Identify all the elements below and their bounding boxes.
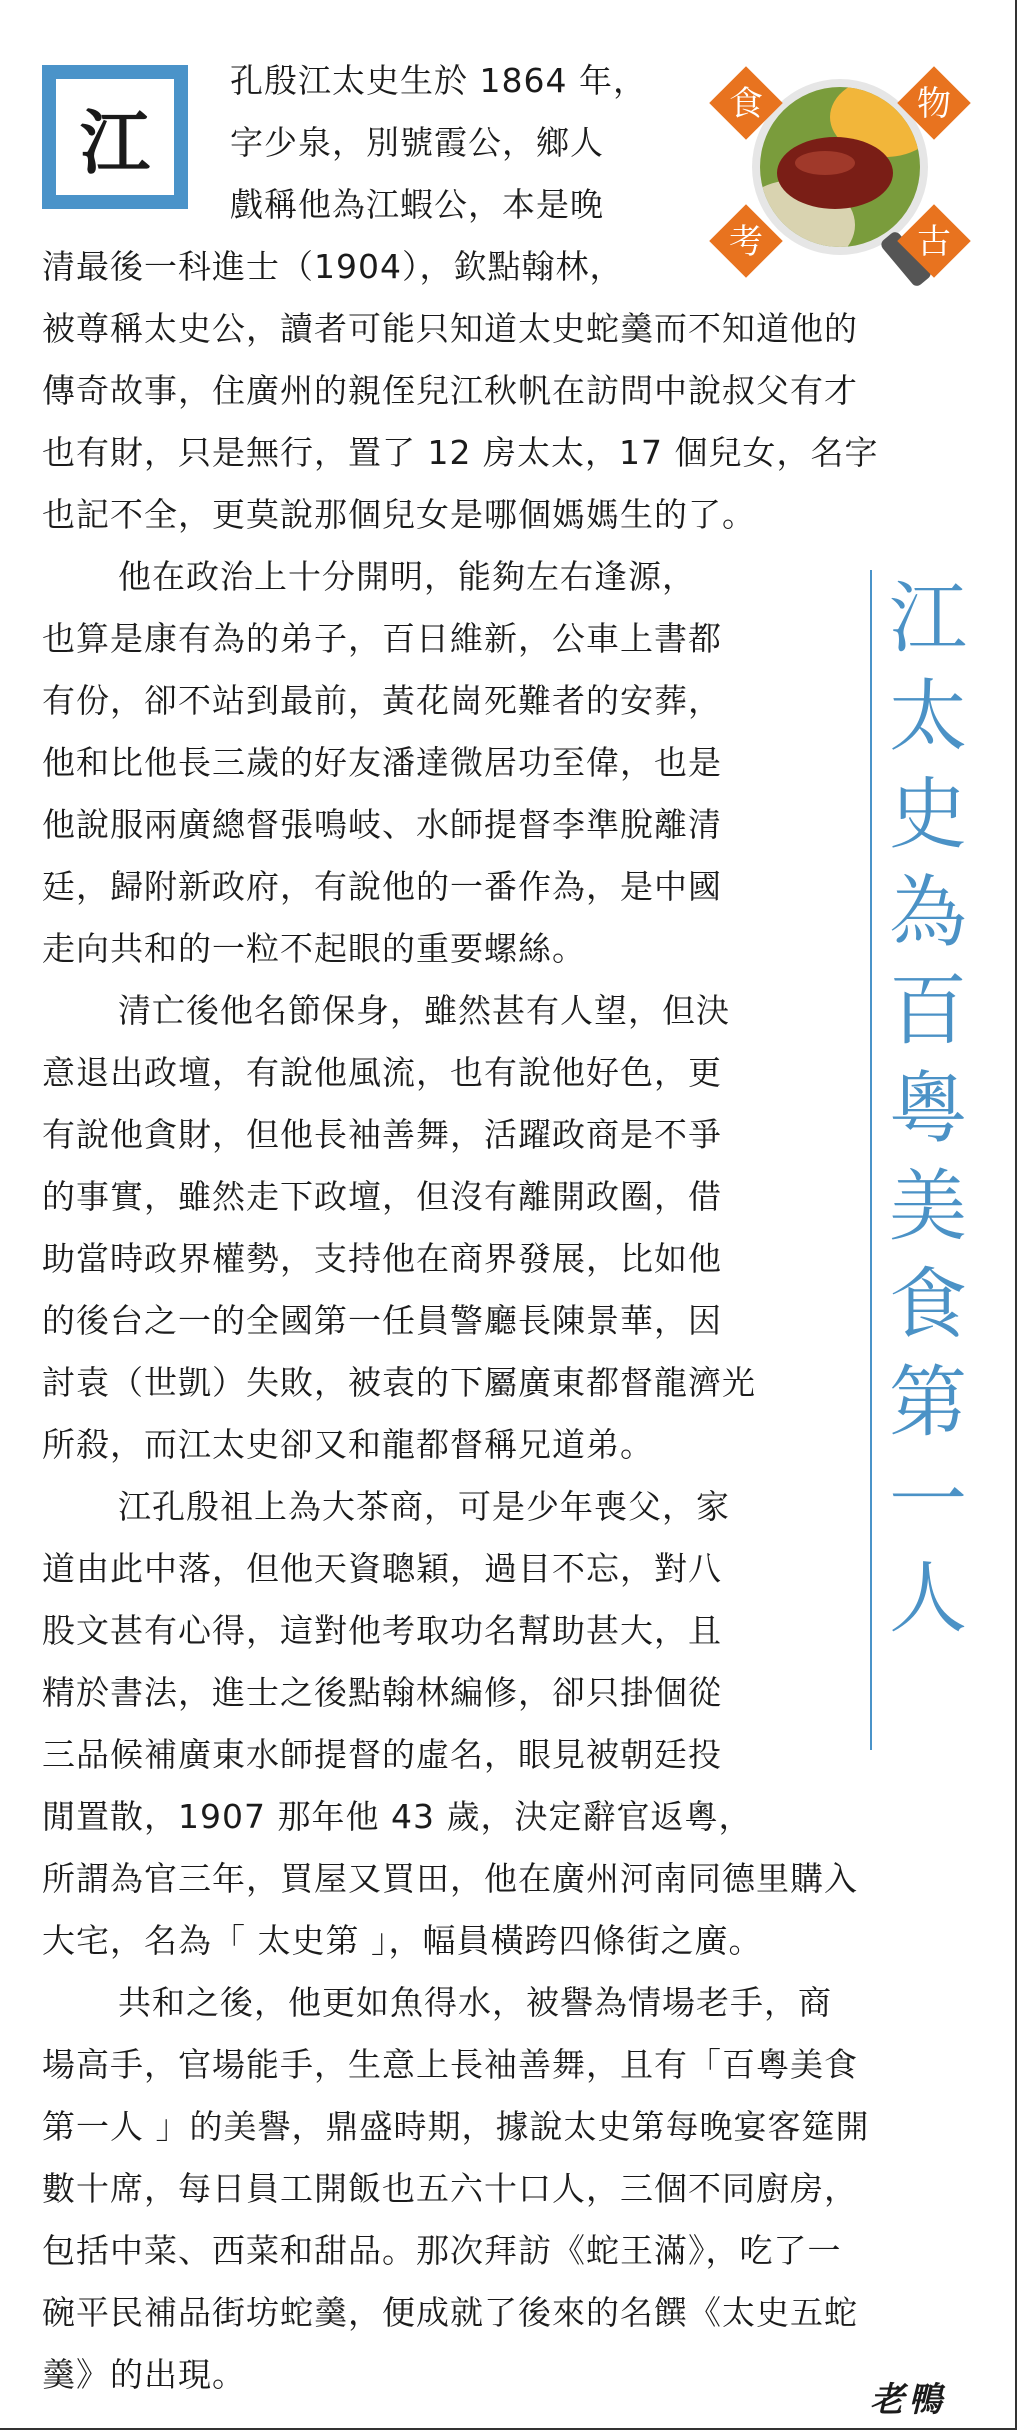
logo-char-kao: 考 bbox=[729, 222, 763, 262]
body-line: 道由此中落，但他天資聰穎，過目不忘，對八 bbox=[42, 1549, 722, 1588]
title-char: 江 bbox=[888, 574, 967, 664]
title-char: 食 bbox=[888, 1260, 967, 1350]
body-line: 第一人 」的美譽，鼎盛時期，據說太史第每晚宴客筵開 bbox=[42, 2107, 870, 2146]
body-line: 大宅，名為「 太史第 」，幅員橫跨四條街之廣。 bbox=[42, 1921, 763, 1960]
body-line: 清亡後他名節保身，雖然甚有人望，但決 bbox=[118, 991, 730, 1030]
body-line: 也有財，只是無行，置了 12 房太太，17 個兒女，名字 bbox=[42, 433, 879, 472]
title-char: 百 bbox=[888, 966, 967, 1056]
body-line: 戲稱他為江蝦公，本是晚 bbox=[230, 185, 604, 224]
body-line: 清最後一科進士（1904），欽點翰林， bbox=[42, 247, 624, 286]
body-line: 共和之後，他更如魚得水，被譽為情場老手，商 bbox=[118, 1983, 832, 2022]
body-line: 也記不全，更莫說那個兒女是哪個媽媽生的了。 bbox=[42, 495, 756, 534]
body-line: 江孔殷祖上為大茶商，可是少年喪父，家 bbox=[118, 1487, 730, 1526]
body-line: 精於書法，進士之後點翰林編修，卻只掛個從 bbox=[42, 1673, 722, 1712]
title-char: 美 bbox=[888, 1162, 967, 1252]
logo-char-shi: 食 bbox=[729, 84, 763, 124]
body-line: 有說他貪財，但他長袖善舞，活躍政商是不爭 bbox=[42, 1115, 722, 1154]
food-archaeology-logo bbox=[700, 55, 980, 295]
body-line: 傳奇故事，住廣州的親侄兒江秋帆在訪問中說叔父有才 bbox=[42, 371, 858, 410]
logo-char-gu: 古 bbox=[917, 222, 951, 262]
body-line: 的後台之一的全國第一任員警廳長陳景華，因 bbox=[42, 1301, 722, 1340]
body-line: 碗平民補品街坊蛇羹，便成就了後來的名饌《太史五蛇 bbox=[42, 2293, 858, 2332]
body-line: 廷，歸附新政府，有說他的一番作為，是中國 bbox=[42, 867, 722, 906]
body-line: 三品候補廣東水師提督的虛名，眼見被朝廷投 bbox=[42, 1735, 722, 1774]
body-line: 他說服兩廣總督張鳴岐、水師提督李準脫離清 bbox=[42, 805, 722, 844]
body-line: 意退出政壇，有說他風流，也有說他好色，更 bbox=[42, 1053, 722, 1092]
body-line: 討袁（世凱）失敗，被袁的下屬廣東都督龍濟光 bbox=[42, 1363, 756, 1402]
author-byline: 老鴨 bbox=[870, 2380, 946, 2420]
dropcap-box bbox=[42, 65, 188, 209]
title-char: 人 bbox=[888, 1554, 967, 1644]
body-line: 包括中菜、西菜和甜品。那次拜訪《蛇王滿》，吃了一 bbox=[42, 2231, 842, 2270]
title-char: 為 bbox=[888, 868, 967, 958]
body-line: 也算是康有為的弟子，百日維新，公車上書都 bbox=[42, 619, 722, 658]
body-line: 所謂為官三年，買屋又買田，他在廣州河南同德里購入 bbox=[42, 1859, 858, 1898]
logo-char-wu: 物 bbox=[917, 84, 951, 124]
dropcap-character: 江 bbox=[56, 79, 174, 195]
article-title bbox=[870, 570, 978, 1750]
body-line: 他在政治上十分開明，能夠左右逢源， bbox=[118, 557, 696, 596]
body-line: 走向共和的一粒不起眼的重要螺絲。 bbox=[42, 929, 586, 968]
body-line: 有份，卻不站到最前，黃花崗死難者的安葬， bbox=[42, 681, 722, 720]
body-line: 助當時政界權勢，支持他在商界發展，比如他 bbox=[42, 1239, 722, 1278]
body-line: 孔殷江太史生於 1864 年， bbox=[230, 61, 647, 100]
body-line: 股文甚有心得，這對他考取功名幫助甚大，且 bbox=[42, 1611, 722, 1650]
body-line: 被尊稱太史公，讀者可能只知道太史蛇羹而不知道他的 bbox=[42, 309, 858, 348]
title-char: 第 bbox=[888, 1358, 967, 1448]
body-line: 他和比他長三歲的好友潘達微居功至偉，也是 bbox=[42, 743, 722, 782]
title-char: 史 bbox=[888, 770, 967, 860]
title-char: 一 bbox=[888, 1456, 967, 1546]
body-line: 羹》的出現。 bbox=[42, 2355, 246, 2394]
title-char: 粵 bbox=[888, 1064, 967, 1154]
body-line: 字少泉，別號霞公，鄉人 bbox=[230, 123, 604, 162]
body-line: 所殺，而江太史卻又和龍都督稱兄道弟。 bbox=[42, 1425, 654, 1464]
body-line: 數十席，每日員工開飯也五六十口人，三個不同廚房， bbox=[42, 2169, 858, 2208]
title-char: 太 bbox=[888, 672, 967, 762]
body-line: 的事實，雖然走下政壇，但沒有離開政圈，借 bbox=[42, 1177, 722, 1216]
body-line: 場高手，官場能手，生意上長袖善舞，且有「百粵美食 bbox=[42, 2045, 858, 2084]
body-line: 閒置散，1907 那年他 43 歲，決定辭官返粵， bbox=[42, 1797, 753, 1836]
